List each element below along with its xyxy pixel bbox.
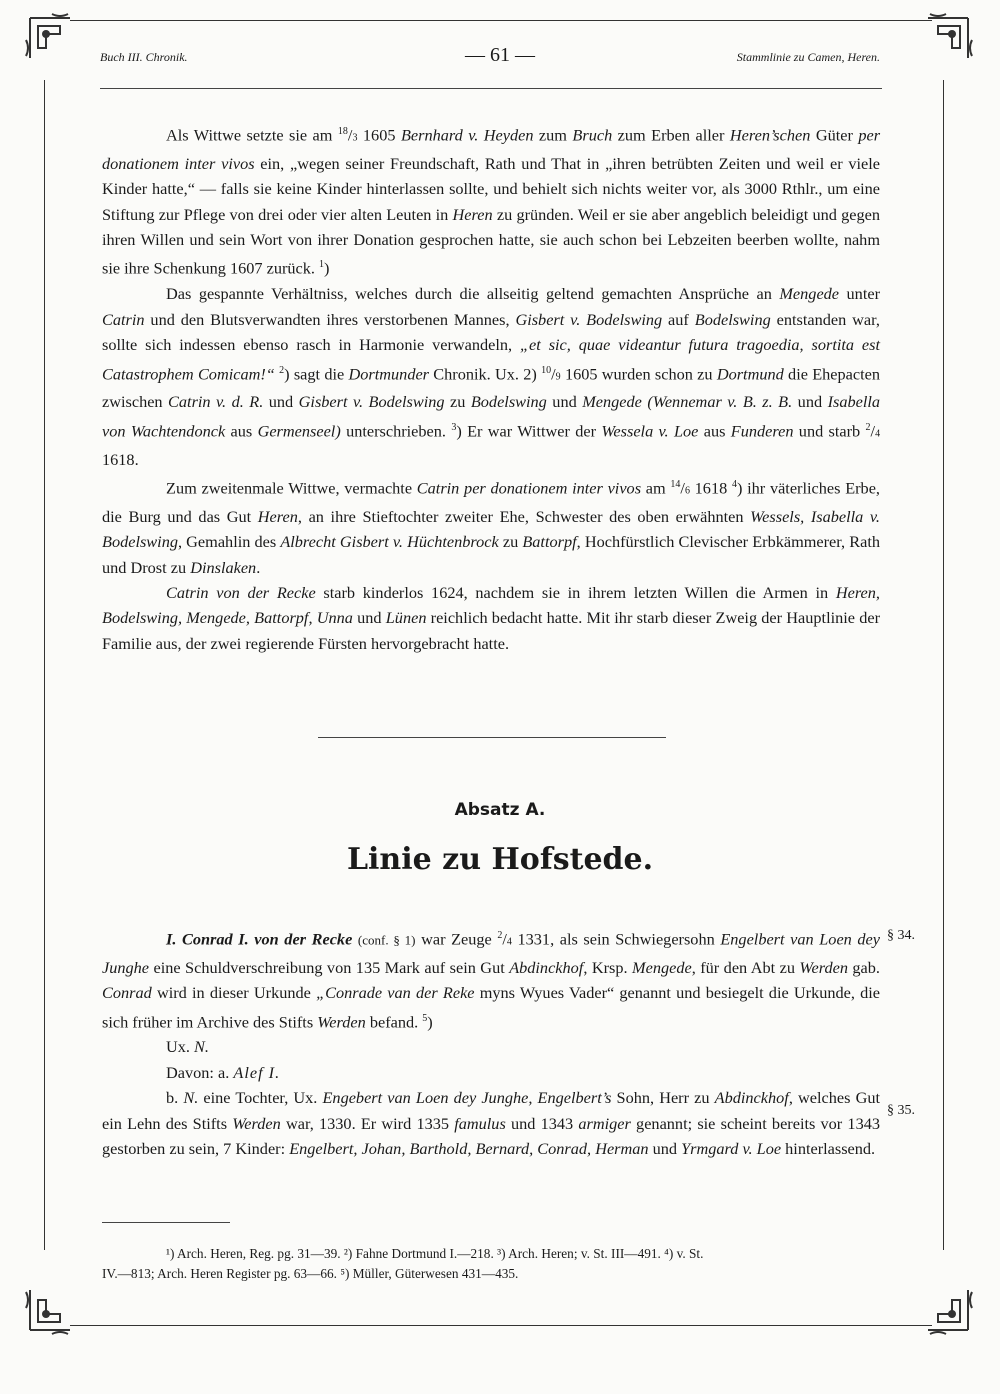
body-text-lower [102, 923, 880, 1162]
corner-ornament-bottom-right [908, 1270, 978, 1340]
frame-top-rule [70, 20, 932, 21]
footnote-line-2: IV.—813; Arch. Heren Register pg. 63—66. ⁵) Müller, Güterwesen 431—435. [102, 1266, 519, 1281]
margin-reference-34: § 34. [887, 928, 915, 943]
paragraph-8: b. N. eine Tochter, Ux. Engebert van Loen dey Junghe, Engelbert’s Sohn, Herr zu Abdinckhof, welches Gut ein Lehn des Stifts Werden war, 1330. Er wird 1335 famulus und 1343 armiger genannt; sie scheint bereits vor 1343 gestorben zu sein, 7 Kinder: Engelbert, Johan, Barthold, Bernard, Conrad, Herman und Yrmgard v. Loe hinterlassend. [102, 1088, 880, 1159]
paragraph-3: Zum zweitenmale Wittwe, vermachte Catrin per donationem inter vivos am $^{14}$/6 1618 $^4$) ihr väterliches Erbe, die Burg und das Gut Heren, an ihre Stieftochter zweiter Ehe, Schwester des oben erwähnten Wessels, Isabella v. Bodelswing, Gemahlin des Albrecht Gisbert v. Hüchtenbrock zu Battorpf, Hochfürstlich Clevischer Erbkämmerer, Rath und Drost zu Dinslaken. [102, 478, 881, 577]
paragraph-2: Das gespannte Verhältniss, welches durch die allseitig geltend gemachten Ansprüche an Mengede unter Catrin und den Blutsverwandten ihres verstorbenen Mannes, Gisbert v. Bodelswing auf Bodelswing entstanden war, sollte sich indessen ebenso rasch in Harmonie verwandeln, „et sic, quae videantur futura tragoedia, sortita est Catastrophem Comicam!“ $^2$) sagt die Dortmunder Chronik. Ux. 2) $^{10}$/9 1605 wurden schon zu Dortmund die Ehepacten zwischen Catrin v. d. R. und Gisbert v. Bodelswing zu Bodelswing und Mengede (Wennemar v. B. z. B. und Isabella von Wachtendonck aus Germenseel) unterschrieben. $^3$) Er war Wittwer der Wessela v. Loe aus Funderen und starb $^2$/4 1618. [102, 284, 881, 469]
margin-reference-35: § 35. [887, 1103, 915, 1118]
header-rule [100, 88, 882, 89]
footnote-rule [102, 1222, 230, 1223]
corner-ornament-bottom-left [20, 1270, 90, 1340]
running-header-left: Buch III. Chronik. [100, 50, 188, 64]
section-separator-rule [318, 737, 666, 738]
frame-right-rule [943, 80, 944, 1250]
body-text-upper [102, 119, 880, 656]
paragraph-6: Ux. N. [166, 1037, 209, 1057]
frame-bottom-rule [70, 1325, 932, 1326]
section-title: Linie zu Hofstede. [346, 842, 654, 877]
page-number: — 61 — [465, 44, 535, 66]
running-header-right: Stammlinie zu Camen, Heren. [736, 50, 880, 64]
paragraph-5: I. Conrad I. von der Recke (conf. § 1) war Zeuge $^2$/4 1331, als sein Schwiegersohn Engelbert van Loen dey Junghe eine Schuldverschreibung von 135 Mark auf sein Gut Abdinckhof, Krsp. Mengede, für den Abt zu Werden gab. Conrad wird in dieser Urkunde „Conrade van der Reke myns Wyues Vader“ genannt und besiegelt die Urkunde, die sich früher im Archive des Stifts Werden befand. $^5$) [102, 929, 881, 1032]
paragraph-4: Catrin von der Recke starb kinderlos 1624, nachdem sie in ihrem letzten Willen die Armen in Heren, Bodelswing, Mengede, Battorpf, Unna und Lünen reichlich bedacht hatte. Mit ihr starb dieser Zweig der Hauptlinie der Familie aus, der zwei regierende Fürsten hervorgebracht hatte. [102, 583, 881, 653]
section-label: Absatz A. [454, 800, 546, 820]
footnote-line-1: ¹) Arch. Heren, Reg. pg. 31—39. ²) Fahne Dortmund I.—218. ³) Arch. Heren; v. St. III—491. ⁴) v. St. [166, 1246, 704, 1261]
frame-left-rule [44, 80, 45, 1250]
paragraph-1: Als Wittwe setzte sie am $^{18}$/3 1605 Bernhard v. Heyden zum Bruch zum Erben aller Heren’schen Güter per donationem inter vivos ein, „wegen seiner Freundschaft, Rath und That in „ihren betrübten Zeiten und weil er viele Kinder hatte,“ — falls sie keine Kinder hinterlassen sollte, und behielt sich nichts weiter vor, als 3000 Rthlr., um eine Stiftung zur Pflege von drei oder vier alten Leuten in Heren zu gründen. Weil er sie aber angeblich beleidigt und gegen ihren Willen und sein Wort von ihrer Donation gesprochen hatte, sie auch schon bei Lebzeiten beerben wollte, nahm sie ihre Schenkung 1607 zurück. $^1$) [102, 125, 881, 278]
paragraph-7: Davon: a. Alef I. [166, 1062, 281, 1082]
corner-ornament-top-left [20, 8, 90, 78]
footnotes [102, 1244, 880, 1284]
corner-ornament-top-right [908, 8, 978, 78]
